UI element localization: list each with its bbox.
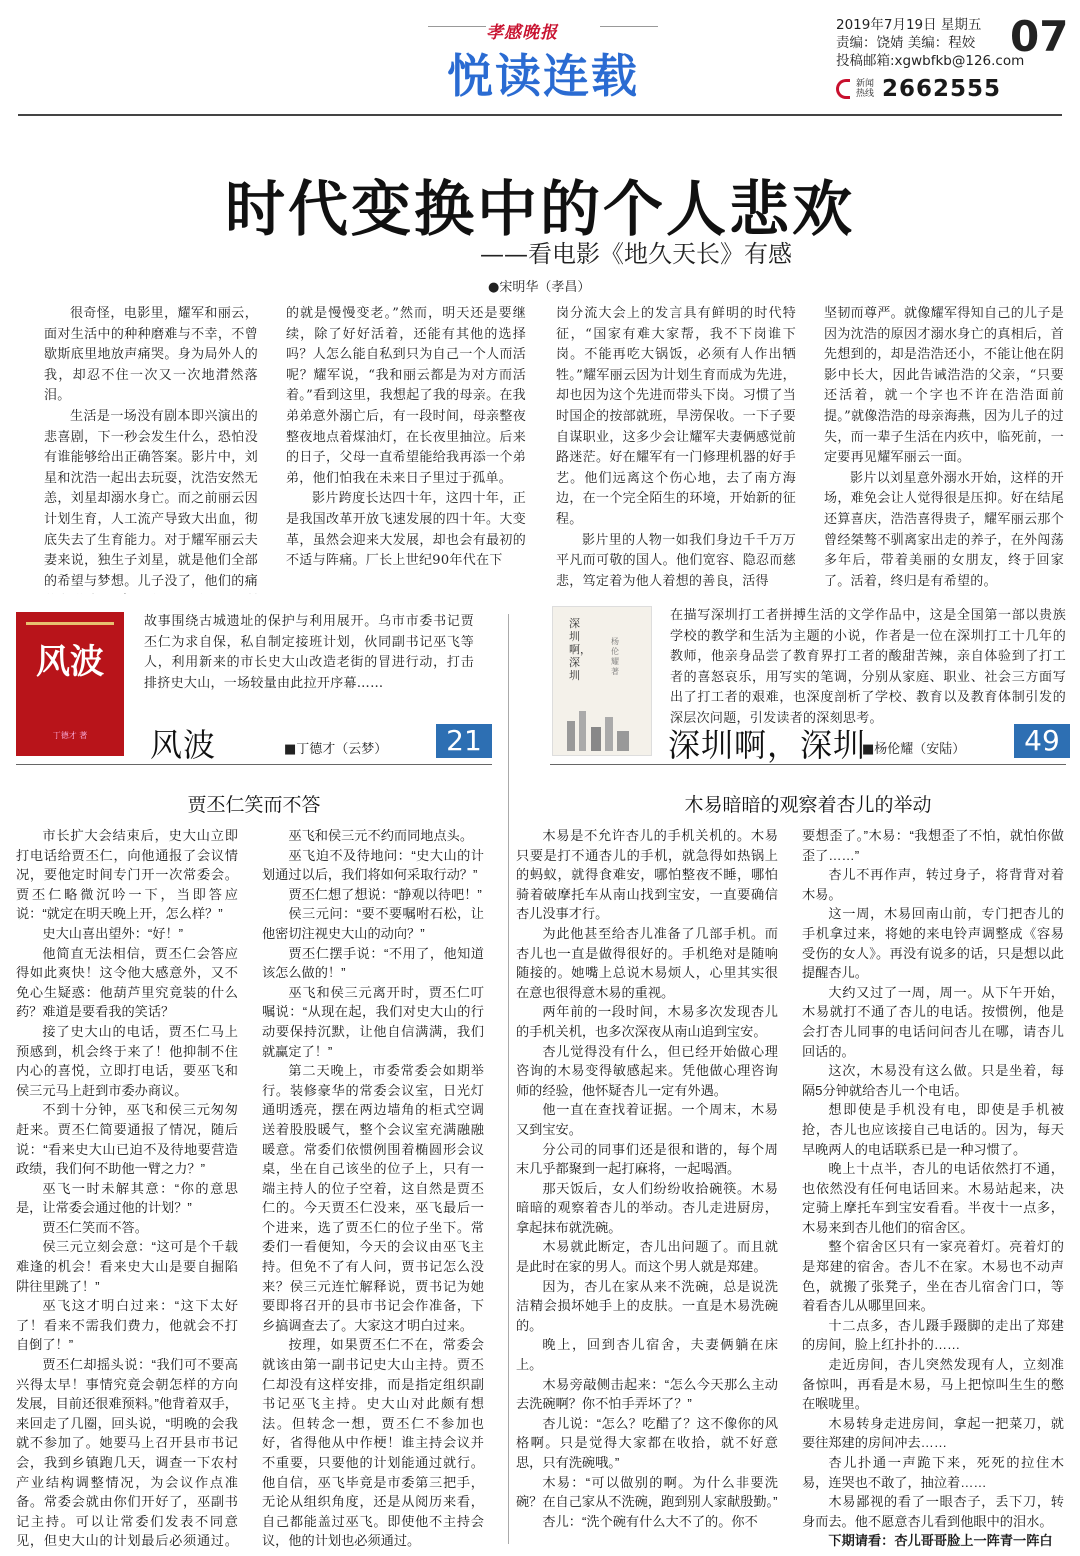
phone-icon xyxy=(836,79,850,99)
serial-right-intro: 在描写深圳打工者拼搏生活的文学作品中，这是全国第一部以贵族学校的教学和生活为主题的小说，作者是一位在深圳打工十几年的教师，他亲身品尝了教育界打工者的酸甜苦辣，亲自体验到了打工者的喜怒哀乐，用写实的笔调，分别从家庭、职业、社会三方面写出了打工者的艰难，也深度剖析了学校、教育以及教育体制引发的深层次问题，引发读者的深刻思考。 xyxy=(670,608,1066,726)
paragraph: 影片以刘星意外溺水开始，这样的开场，难免会让人觉得很是压抑。好在结尾还算喜庆，浩浩喜得贵子，耀军丽云那个曾经桀骜不驯离家出走的养子，在外闯荡多年后，带着美丽的女朋友，终于回家了。活着，终归是有希望的。 xyxy=(824,470,1064,589)
serial-left-chapter-title: 贾丕仁笑而不答 xyxy=(187,794,321,816)
paragraph: 巫飞迫不及待地问：“史大山的计划通过以后，我们将如何采取行动？” xyxy=(262,847,484,883)
paragraph: 为此他甚至给杏儿准备了几部手机。而杏儿也一直是做得很好的。手机绝对是随响随接的。她嘴上总说木易烦人，心里其实很在意也很得意木易的重视。 xyxy=(516,925,778,1000)
paragraph: 第二天晚上，市委常委会如期举行。装修豪华的常委会议室，日光灯通明透亮，摆在两边墙角的柜式空调送着股股暖气，整个会议室充满融融暖意。常委们依惯例围着椭圆形会议桌，坐在自己该坐的位子上，只有一端主持人的位子空着，这自然是贾丕仁的。今天贾丕仁没来，巫飞最后一个进来，选了贾丕仁的位子坐下。常委们一看便知，今天的会议由巫飞主持。但免不了有人问，贾书记怎么没来？侯三元连忙解释说，贾书记为她要即将召开的县市书记会作准备，下乡搞调查去了。大家这才明白过来。 xyxy=(262,1063,484,1333)
paragraph: 那天饭后，女人们纷纷收拾碗筷。木易暗暗的观察着杏儿的举动。杏儿走进厨房，拿起抹布就洗碗。 xyxy=(516,1180,778,1235)
serial-right-column-1 xyxy=(516,826,778,1552)
paragraph: 巫飞和侯三元离开时，贾丕仁叮嘱说：“从现在起，我们对史大山的行动要保持沉默，让他自信满满，我们就赢定了！” xyxy=(262,984,484,1059)
paragraph: 他一直在查找着证据。一个周末，木易又到宝安。 xyxy=(516,1102,778,1137)
serial-right-episode: 49 xyxy=(1014,724,1070,758)
paragraph: 杏儿：“洗个碗有什么大不了的。你不 xyxy=(542,1513,758,1529)
serial-left-column-1 xyxy=(16,826,238,1552)
serial-right-title: 深圳啊，深圳 xyxy=(668,726,867,764)
brand-rule-right xyxy=(600,26,658,27)
paragraph: 木易转身走进房间，拿起一把菜刀，就要往郑建的房间冲去…… xyxy=(802,1415,1064,1451)
section-title: 悦读连载 xyxy=(447,49,639,103)
cover-stripe xyxy=(26,622,114,625)
cover-title: 深圳啊，深圳 xyxy=(569,617,591,682)
paragraph: 杏儿觉得没有什么，但已经开始做心理咨询的木易变得敏感起来。凭他做心理咨询师的经验，他怀疑杏儿一定有外遇。 xyxy=(516,1043,778,1098)
feature-column-2 xyxy=(286,304,526,594)
feature-column-3 xyxy=(556,304,796,594)
paragraph: 整个宿舍区只有一家亮着灯。亮着灯的是郑建的宿舍。杏儿不在家。木易也不动声色，就搬了张凳子，坐在杏儿宿舍门口，等着看杏儿从哪里回来。 xyxy=(802,1239,1064,1314)
cover-author: 杨伦耀 著 xyxy=(611,637,619,676)
paragraph: 要想歪了。”木易：“我想歪了不怕，就怕你做歪了……” xyxy=(802,828,1064,863)
paragraph: 这次，木易没有这么做。只是坐着，每隔5分钟就给杏儿一个电话。 xyxy=(802,1063,1064,1098)
submission-email[interactable]: 投稿邮箱:xgwbfkb@126.com xyxy=(836,53,1025,69)
paragraph: 接了史大山的电话，贾丕仁马上预感到，机会终于来了！他抑制不住内心的喜悦，立即打电话，要巫飞和侯三元马上赶到市委办商议。 xyxy=(16,1023,238,1098)
serial-left-author: ■丁德才（云梦） xyxy=(284,742,388,757)
paragraph: 贾丕仁摆手说：“不用了，他知道该怎么做的！” xyxy=(262,945,484,981)
feature-subtitle: ——看电影《地久天长》有感 xyxy=(480,240,792,268)
serial-right-rule xyxy=(550,764,1066,765)
next-episode-teaser xyxy=(262,1551,484,1552)
paragraph: 想即使是手机没有电，即使是手机被抢，杏儿也应该接自己电话的。因为，每天早晚两人的电话联系已是一种习惯了。 xyxy=(802,1102,1064,1157)
serial-left-column-2 xyxy=(262,826,484,1552)
brand-name: 孝感晚报 xyxy=(486,23,558,43)
hotline-number[interactable]: 2662555 xyxy=(882,76,1002,102)
paragraph: 杏儿不再作声，转过身子，将背背对着木易。 xyxy=(802,867,1064,902)
paragraph: 晚上，回到杏儿宿舍，夫妻俩躺在床上。 xyxy=(516,1337,778,1373)
paragraph: 侯三元问：“要不要嘱咐石松，让他密切注视史大山的动向？” xyxy=(262,906,484,941)
page-meta xyxy=(836,16,1024,70)
cover-title: 风波 xyxy=(36,642,104,682)
serial-left-intro: 故事围绕古城遗址的保护与利用展开。乌市市委书记贾丕仁为求自保，私自制定接班计划，伙同副书记巫飞等人，利用新来的市长史大山改造老街的冒进行动，打击排挤史大山，一场较量由此拉开序幕…… xyxy=(144,614,474,691)
issue-date: 2019年7月19日 星期五 xyxy=(836,17,982,33)
paragraph: 贾丕仁想了想说：“静观以待吧！” xyxy=(288,886,482,902)
paragraph: 走近房间，杏儿突然发现有人，立刻准备惊叫，再看是木易，马上把惊叫生生的憋在喉咙里。 xyxy=(802,1357,1064,1412)
paragraph: 十二点多，杏儿蹑手蹑脚的走出了郑建的房间，脸上红扑扑的…… xyxy=(802,1317,1064,1353)
paragraph: 岗分流大会上的发言具有鲜明的时代特征，“国家有难大家帮，我不下岗谁下岗。不能再吃大锅饭，必须有人作出牺牲。”耀军丽云因为计划生育而成为先进，却也因为这个先进而带头下岗。习惯了当时国企的按部就班，旱涝保收。一下子要自谋职业，这多少会让耀军夫妻俩感觉前路迷茫。好在耀军有一门修理机器的好手艺。他们远离这个伤心地，去了南方海边，在一个完全陌生的环境，开始新的征程。 xyxy=(556,306,796,527)
paragraph: 市长扩大会结束后，史大山立即打电话给贾丕仁，向他通报了会议情况，要他定时间专门开一次常委会。贾丕仁略微沉吟一下，当即答应说：“就定在明天晚上开，怎么样？” xyxy=(16,828,238,922)
paragraph: 巫飞这才明白过来：“这下太好了！看来不需我们费力，他就会不打自倒了！” xyxy=(16,1298,238,1353)
serial-right-author: ■杨伦耀（安陆） xyxy=(862,742,966,757)
paragraph: 木易就此断定，杏儿出问题了。而且就是此时在家的男人。而这个男人就是郑建。 xyxy=(516,1239,778,1275)
paragraph: 坚韧而尊严。就像耀军得知自己的儿子是因为沈浩的原因才溺水身亡的真相后，首先想到的，却是浩浩还小，不能让他在阴影中长大，因此告诫浩浩的父亲，“只要还活着，就一个字也不许在浩浩面前提。”就像浩浩的母亲海燕，因为儿子的过失，而一辈子生活在内疚中，临死前，一定要再见耀军丽云一面。 xyxy=(824,306,1064,466)
paragraph: 因为，杏儿在家从来不洗碗，总是说洗洁精会损坏她手上的皮肤。一直是木易洗碗的。 xyxy=(516,1278,778,1333)
paragraph: 杏儿说：“怎么？吃醋了？这不像你的风格啊。只是觉得大家都在收拾，就不好意思，只有洗碗哦。” xyxy=(516,1415,778,1470)
paragraph: 木易：“可以做别的啊。为什么非要洗碗？在自己家从不洗碗，跑到别人家献殷勤。” xyxy=(516,1474,778,1510)
paragraph: 生活是一场没有剧本即兴演出的悲喜剧，下一秒会发生什么，恐怕没有谁能够给出正确答案。影片中，刘星和沈浩一起出去玩耍，沈浩安然无恙，刘星却溺水身亡。而之前丽云因计划生育，人工流产导致大出血，彻底失去了生育能力。对于耀军丽云夫妻来说，独生子刘星，就是他们全部的希望与梦想。儿子没了，他们的痛 xyxy=(44,408,258,589)
news-hotline xyxy=(836,76,1001,102)
paragraph: 两年前的一段时间，木易多次发现杏儿的手机关机，也多次深夜从南山追到宝安。 xyxy=(516,1004,778,1039)
book-cover-fengbo xyxy=(16,612,124,756)
page-number: 07 xyxy=(1010,12,1069,61)
paragraph: 晚上十点半，杏儿的电话依然打不通，也依然没有任何电话回来。木易站起来，决定骑上摩托车到宝安看看。半夜十一点多，木易来到杏儿他们的宿舍区。 xyxy=(802,1161,1064,1235)
paragraph: 木易鄙视的看了一眼杏子，丢下刀，转身而去。他不愿意杏儿看到他眼中的泪水。 xyxy=(802,1494,1064,1529)
paragraph: 木易旁敲侧击起来：“怎么今天那么主动去洗碗啊？你不怕手弄坏了？” xyxy=(516,1376,778,1412)
feature-column-1 xyxy=(44,304,258,594)
paragraph: 巫飞和侯三元不约而同地点头。 xyxy=(288,828,474,843)
feature-column-4 xyxy=(824,304,1064,594)
paragraph: 侯三元立刻会意：“这可是个千载难逢的机会！看来史大山是要自掘陷阱往里跳了！” xyxy=(16,1239,238,1294)
cover-author: 丁德才 著 xyxy=(52,731,88,740)
serial-left-episode: 21 xyxy=(436,724,492,758)
serial-left-title: 风波 xyxy=(150,726,217,764)
paragraph: 贾丕仁却摇头说：“我们可不要高兴得太早！事情究竟会朝怎样的方向发展，目前还很难预料。”他背着双手，来回走了几圈，回头说，“明晚的会我就不参加了。她要马上召开县市书记会，我到乡镇跑几天，调查一下农村产业结构调整情况，为会议作点准备。常委会就由你们开好了，巫副书记主持。可以让常委们发表不同意见，但史大山的计划最后必须通过。 xyxy=(16,1357,238,1549)
paragraph: 史大山喜出望外：“好！” xyxy=(42,925,184,941)
paragraph: 很奇怪，电影里，耀军和丽云，面对生活中的种种磨难与不幸，不曾歇斯底里地放声痛哭。身为局外人的我，却忍不住一次又一次地潸然落泪。 xyxy=(44,306,258,404)
paragraph: 按理，如果贾丕仁不在，常委会就该由第一副书记史大山主持。贾丕仁却没有这样安排，而是指定组织副书记巫飞主持。史大山对此颇有想法。但转念一想，贾丕仁不参加也好，省得他从中作梗！谁主持会议并不重要，只要他的计划能通过就行。他自信，巫飞毕竟是市委第三把手，无论从组织角度，还是从阅历来看，自己都能盖过巫飞。即使他不主持会议，他的计划也必须通过。 xyxy=(262,1337,484,1549)
next-episode-teaser: 下期请看：杏儿哥哥脸上一阵青一阵白 xyxy=(828,1533,1053,1549)
masthead-divider xyxy=(18,114,1062,116)
paragraph: 大约又过了一周，周一。从下午开始，木易就打不通了杏儿的电话。按惯例，他是会打杏儿同事的电话问问杏儿在哪，请杏儿回话的。 xyxy=(802,984,1064,1059)
brand-rule-left xyxy=(428,26,486,27)
paragraph: 巫飞一时未解其意：“你的意思是，让常委会通过他的计划？” xyxy=(16,1180,238,1216)
paragraph: 贾丕仁笑而不答。 xyxy=(42,1219,148,1235)
paragraph: 这一周，木易回南山前，专门把杏儿的手机拿过来，将她的来电铃声调整成《容易受伤的女人》。再没有说多的话，只是想以此提醒杏儿。 xyxy=(802,906,1064,981)
paragraph: 杏儿扑通一声跪下来，死死的拉住木易，连哭也不敢了，抽泣着…… xyxy=(802,1455,1064,1490)
paragraph: 的就是慢慢变老。”然而，明天还是要继续，除了好好活着，还能有其他的选择吗？人怎么能自私到只为自己一个人而活呢？耀军说，“我和丽云都是为对方而活着。”看到这里，我想起了我的母亲。在我弟弟意外溺亡后，有一段时间，母亲整夜整夜地点着煤油灯，在长夜里抽泣。后来的日子，父母一直希望能给我再添一个弟弟，他们怕我在未来日子里过于孤单。 xyxy=(286,306,526,486)
serial-right-column-2 xyxy=(802,826,1064,1552)
hotline-label: 新闻热线 xyxy=(856,79,875,99)
paragraph: 影片跨度长达四十年，这四十年，正是我国改革开放飞速发展的四十年。大变革，虽然会迎来大发展，却也会有最初的不适与阵痛。厂长上世纪90年代在下 xyxy=(286,491,526,569)
book-cover-shenzhen xyxy=(552,606,652,756)
serial-right-chapter-title: 木易暗暗的观察着杏儿的举动 xyxy=(684,794,932,816)
paragraph: 他简直无法相信，贾丕仁会答应得如此爽快！这令他大感意外，又不免心生疑惑：他葫芦里究竟装的什么药？难道是要看我的笑话？ xyxy=(16,945,238,1020)
feature-headline: 时代变换中的个人悲欢 xyxy=(225,175,855,245)
paragraph: 木易是不允许杏儿的手机关机的。木易只要是打不通杏儿的手机，就急得如热锅上的蚂蚁，就得食难安，哪怕整夜不睡，哪怕骑着破摩托车从南山找到宝安，一直要确信杏儿没事才行。 xyxy=(516,828,778,922)
editors: 责编：饶婧 美编：程姣 xyxy=(836,35,976,51)
serial-left-rule xyxy=(16,764,492,765)
paragraph: 分公司的同事们还是很和谐的，每个周末几乎都聚到一起打麻将，一起喝酒。 xyxy=(516,1141,778,1177)
city-skyline-icon xyxy=(563,707,643,751)
feature-byline: ●宋明华（孝昌） xyxy=(488,280,591,295)
paragraph: 影片里的人物一如我们身边千千万万平凡而可敬的国人。他们宽容、隐忍而慈悲，笃定着为他人着想的善良，活得 xyxy=(556,532,796,589)
center-divider xyxy=(508,614,509,1544)
paragraph: 不到十分钟，巫飞和侯三元匆匆赶来。贾丕仁简要通报了情况，随后说：“看来史大山已迫不及待地要营造政绩，我们何不助他一臂之力？” xyxy=(16,1102,238,1177)
